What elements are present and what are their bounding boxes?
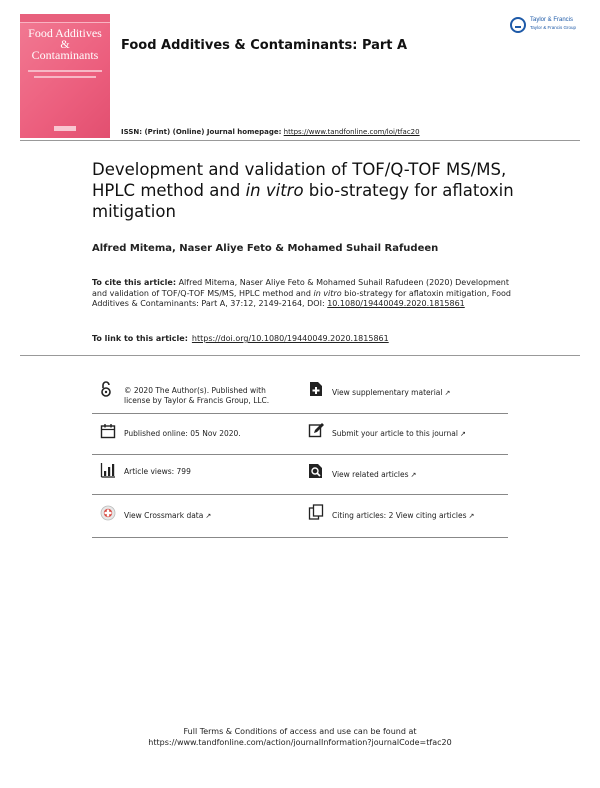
article-views: Article views: 799	[124, 467, 191, 476]
tf-logo-icon	[510, 17, 526, 33]
grid-divider	[302, 454, 508, 455]
title-italic: in vitro	[245, 181, 304, 200]
citation	[92, 278, 512, 310]
footer-line1: Full Terms & Conditions of access and use can be found at	[183, 727, 417, 736]
title-text: Development and validation of TOF/Q-TOF MS/MS, HPLC method and	[92, 160, 507, 200]
issn-line	[121, 128, 420, 136]
tf-logo-text	[530, 17, 576, 31]
crossmark-label: View Crossmark data	[124, 511, 204, 520]
journal-homepage-link[interactable]: https://www.tandfonline.com/loi/tfac20	[283, 128, 420, 136]
supplementary-link[interactable]	[332, 388, 450, 398]
authors: Alfred Mitema, Naser Aliye Feto & Mohamed Suhail Rafudeen	[92, 243, 439, 254]
citing-label: Citing articles: 2 View citing articles	[332, 511, 467, 520]
grid-divider	[92, 537, 302, 538]
published-date: Published online: 05 Nov 2020.	[124, 429, 241, 438]
cover-decoration	[34, 76, 96, 78]
journal-title[interactable]: Food Additives & Contaminants: Part A	[121, 38, 408, 53]
related-articles-link[interactable]	[332, 470, 416, 480]
cite-text: Alfred Mitema, Naser Aliye Feto & Mohamed Suhail Rafudeen (2020) Development and validation of TOF/Q-TOF MS/MS, HPLC method and	[92, 278, 509, 298]
taylor-francis-logo[interactable]	[510, 17, 590, 37]
title-text: bio-strategy for aflatoxin mitigation	[92, 181, 514, 221]
link-line	[92, 334, 389, 343]
grid-divider	[92, 413, 302, 414]
header-divider	[20, 140, 580, 141]
add-file-icon[interactable]	[308, 381, 324, 397]
article-title	[92, 159, 532, 222]
cite-label: To cite this article:	[92, 278, 177, 287]
external-link-icon: ↗	[205, 512, 212, 520]
external-link-icon: ↗	[459, 430, 466, 438]
link-label: To link to this article:	[92, 334, 188, 343]
tf-logo-line2: Taylor & Francis Group	[530, 25, 577, 30]
grid-divider	[302, 413, 508, 414]
submit-label: Submit your article to this journal	[332, 429, 458, 438]
crossmark-link[interactable]	[124, 511, 211, 521]
cite-text: bio-strategy for aflatoxin mitigation, Food Additives & Contaminants: Part A, 37:12, 2149-2164, DOI:	[92, 288, 511, 308]
open-access-icon	[98, 381, 114, 397]
cover-title	[20, 28, 110, 61]
journal-cover	[20, 14, 110, 138]
issn-label: ISSN: (Print) (Online) Journal homepage:	[121, 128, 282, 136]
cite-doi-link[interactable]: 10.1080/19440049.2020.1815861	[327, 299, 465, 308]
grid-divider	[92, 454, 302, 455]
footer	[0, 726, 600, 748]
citing-articles-link[interactable]	[332, 511, 474, 521]
grid-divider	[302, 537, 508, 538]
cite-italic: in vitro	[313, 288, 342, 298]
crossmark-icon[interactable]	[100, 505, 116, 521]
cover-title-line3: Contaminants	[31, 48, 99, 62]
cover-publisher-mark	[54, 126, 76, 131]
bar-chart-icon	[100, 462, 116, 478]
calendar-icon	[100, 423, 116, 439]
grid-divider	[302, 494, 508, 495]
supplementary-label: View supplementary material	[332, 388, 443, 397]
external-link-icon: ↗	[468, 512, 475, 520]
search-document-icon[interactable]	[308, 463, 324, 479]
external-link-icon: ↗	[444, 389, 451, 397]
grid-divider	[92, 494, 302, 495]
cover-title-line1: Food Additives	[28, 26, 102, 40]
external-link-icon: ↗	[410, 471, 417, 479]
section-divider	[20, 355, 580, 356]
tf-logo-line1: Taylor & Francis	[530, 17, 574, 23]
cover-top-strip	[20, 14, 110, 23]
related-label: View related articles	[332, 470, 409, 479]
article-doi-link[interactable]: https://doi.org/10.1080/19440049.2020.1815861	[191, 334, 389, 343]
license-text: © 2020 The Author(s). Published with license by Taylor & Francis Group, LLC.	[124, 386, 270, 405]
cover-title-line2: &	[60, 37, 70, 51]
submit-article-link[interactable]	[332, 429, 466, 439]
cover-decoration	[28, 70, 102, 72]
citing-icon[interactable]	[308, 504, 324, 520]
footer-terms-link[interactable]: https://www.tandfonline.com/action/journalInformation?journalCode=tfac20	[148, 738, 452, 747]
edit-icon[interactable]	[308, 422, 324, 438]
